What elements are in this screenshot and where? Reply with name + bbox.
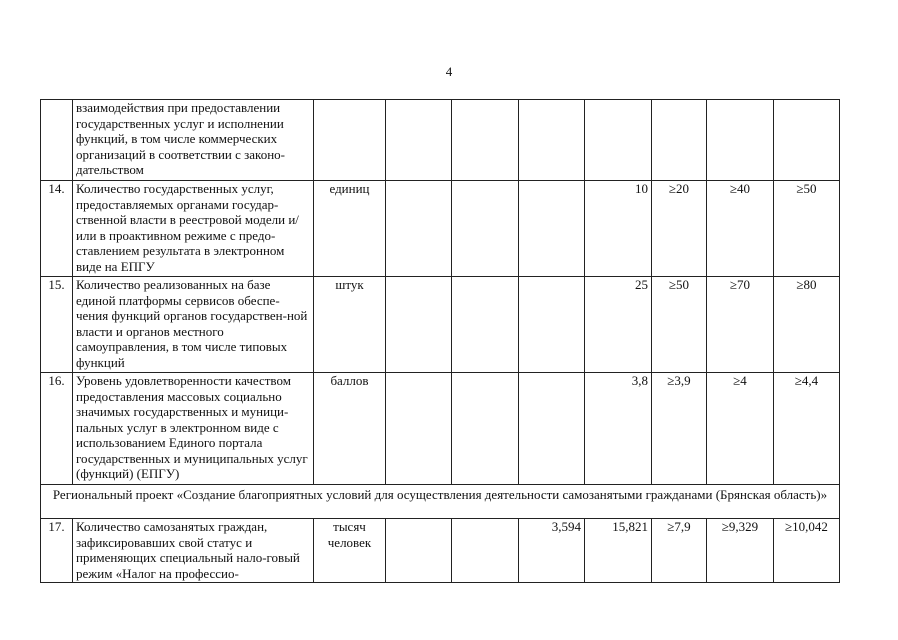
value-cell (452, 100, 519, 181)
indicator-name: Количество государственных услуг, предоставляемых органами государ-ственной власти в реестровой модели и/или в проактивном режиме с предо-ставлением результата в электронном виде на ЕПГУ (73, 181, 314, 277)
row-number: 17. (41, 519, 73, 583)
value-cell: ≥9,329 (707, 519, 774, 583)
value-cell: ≥7,9 (652, 519, 707, 583)
indicators-table (40, 99, 840, 583)
value-cell (386, 519, 452, 583)
value-cell (452, 519, 519, 583)
value-cell (452, 277, 519, 373)
value-cell (452, 373, 519, 485)
indicator-name: взаимодействия при предоставлении государственных услуг и исполнении функций, в том числе коммерческих организаций в соответствии с законо-дательством (73, 100, 314, 181)
value-cell (519, 100, 585, 181)
value-cell: 3,8 (585, 373, 652, 485)
value-cell: ≥4 (707, 373, 774, 485)
unit-cell (314, 100, 386, 181)
value-cell: 10 (585, 181, 652, 277)
value-cell: ≥50 (652, 277, 707, 373)
value-cell (519, 373, 585, 485)
section-title: Региональный проект «Создание благоприятных условий для осуществления деятельности самозанятыми гражданами (Брянская область)» (41, 485, 840, 519)
value-cell: ≥10,042 (774, 519, 840, 583)
indicator-name: Количество самозанятых граждан, зафиксировавших свой статус и применяющих специальный нало-говый режим «Налог на профессио- (73, 519, 314, 583)
row-number: 15. (41, 277, 73, 373)
value-cell: ≥50 (774, 181, 840, 277)
value-cell (652, 100, 707, 181)
section-header-row (41, 485, 840, 519)
value-cell: ≥4,4 (774, 373, 840, 485)
value-cell: ≥3,9 (652, 373, 707, 485)
unit-cell: баллов (314, 373, 386, 485)
value-cell (585, 100, 652, 181)
unit-cell: единиц (314, 181, 386, 277)
value-cell (386, 373, 452, 485)
value-cell (707, 100, 774, 181)
indicator-name: Уровень удовлетворенности качеством предоставления массовых социально значимых государственных и муници-пальных услуг в электронном виде с использованием Единого портала государственных и муниципальных услуг (функций) (ЕПГУ) (73, 373, 314, 485)
table-row (41, 277, 840, 373)
value-cell (774, 100, 840, 181)
row-number (41, 100, 73, 181)
value-cell: 15,821 (585, 519, 652, 583)
value-cell: ≥70 (707, 277, 774, 373)
value-cell (519, 277, 585, 373)
table-row (41, 100, 840, 181)
unit-cell: штук (314, 277, 386, 373)
value-cell (386, 277, 452, 373)
indicator-name: Количество реализованных на базе единой платформы сервисов обеспе-чения функций органов государствен-ной власти и органов местного самоуправления, в том числе типовых функций (73, 277, 314, 373)
row-number: 14. (41, 181, 73, 277)
value-cell: 3,594 (519, 519, 585, 583)
value-cell (452, 181, 519, 277)
value-cell: ≥80 (774, 277, 840, 373)
page-number: 4 (445, 64, 453, 79)
value-cell (386, 181, 452, 277)
row-number: 16. (41, 373, 73, 485)
value-cell: ≥20 (652, 181, 707, 277)
value-cell: ≥40 (707, 181, 774, 277)
table-row (41, 519, 840, 583)
value-cell (386, 100, 452, 181)
table-row (41, 181, 840, 277)
table-row (41, 373, 840, 485)
value-cell (519, 181, 585, 277)
unit-cell: тысяч человек (314, 519, 386, 583)
value-cell: 25 (585, 277, 652, 373)
